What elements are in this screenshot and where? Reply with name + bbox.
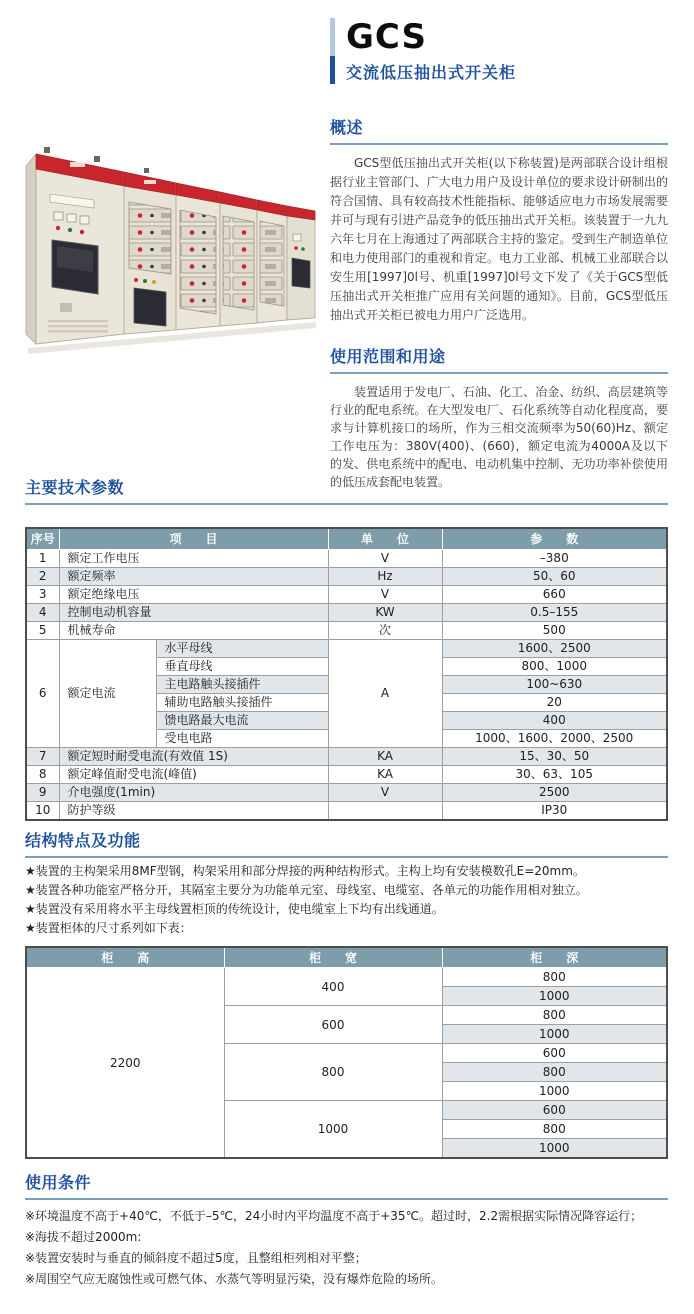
cell-item: 额定电流 (59, 639, 156, 747)
table-row (26, 585, 667, 603)
cell-no: 8 (26, 765, 59, 783)
drawer-modules (223, 216, 254, 310)
cell-depth: 1000 (442, 987, 667, 1006)
cell-unit: Hz (328, 567, 442, 585)
table-row (26, 549, 667, 567)
breaker-panel (134, 288, 166, 326)
cell-value: 1000、1600、2000、2500 (442, 729, 667, 747)
cell-value: 1600、2500 (442, 639, 667, 657)
col-header-item: 项 目 (59, 528, 328, 549)
cell-value: 800、1000 (442, 657, 667, 675)
cabinet-side-panel (26, 154, 36, 344)
table-row (26, 968, 667, 987)
cell-no: 5 (26, 621, 59, 639)
product-code: GCS (346, 17, 427, 57)
cell-item: 控制电动机容量 (59, 603, 328, 621)
handle (60, 303, 72, 312)
cell-subitem: 辅助电路触头接插件 (156, 693, 328, 711)
table-row (26, 567, 667, 585)
lifting-lug (144, 168, 149, 173)
switchgear-illustration (24, 122, 320, 354)
cell-unit: V (328, 783, 442, 801)
cell-no: 3 (26, 585, 59, 603)
tech-params-table (25, 527, 668, 821)
table-header-row (26, 528, 667, 549)
cell-value: 100~630 (442, 675, 667, 693)
overview-paragraph: GCS型低压抽出式开关柜(以下称装置)是两部联合设计组根据行业主管部门、广大电力用户及设计单位的要求设计研制出的符合国情、具有较高技术性能指标、能够适应电力市场发展需要并可与现有引进产品竞争的低压抽出式开关柜。该装置于一九九六年七月在上海通过了两部联合主持的鉴定。受到生产制造单位和电力使用部门的重视和肯定。电力工业部、机械工业部联合以安生用[1997]0l号、机重[1997]0l号文下发了《关于GCS型低压抽出式开关柜推广应用有关问题的通知》。目前，GCS型低压抽出式开关柜已被电力用户广泛选用。 (330, 156, 668, 322)
cabinet-section-1 (36, 154, 124, 344)
cell-depth: 1000 (442, 1082, 667, 1101)
table-row (26, 783, 667, 801)
cell-item: 额定短时耐受电流(有效值 1S) (59, 747, 328, 765)
condition-bullet: ※装置安装时与垂直的倾斜度不超过5度，且整组柜列相对平整； (25, 1251, 367, 1265)
brand-accent-bar-light (330, 18, 335, 56)
cell-value: 400 (442, 711, 667, 729)
meter-panel (292, 258, 310, 288)
cabinet-section-2 (124, 172, 176, 334)
drawer-modules (260, 221, 284, 306)
cell-value: 0.5–155 (442, 603, 667, 621)
col-header-height: 柜 高 (26, 947, 224, 968)
cabinet-section-5 (257, 200, 287, 323)
cell-width: 400 (224, 968, 442, 1006)
cell-no: 4 (26, 603, 59, 621)
table-header-row (26, 947, 667, 968)
cabinet-section-6 (287, 206, 315, 320)
cell-depth: 800 (442, 1006, 667, 1025)
cell-height: 2200 (26, 968, 224, 1159)
cell-item: 防护等级 (59, 801, 328, 820)
cell-value: 2500 (442, 783, 667, 801)
product-photo (24, 122, 320, 354)
conditions-list (25, 1206, 668, 1290)
cell-item: 机械寿命 (59, 621, 328, 639)
col-header-width: 柜 宽 (224, 947, 442, 968)
cell-item: 额定工作电压 (59, 549, 328, 567)
cell-subitem: 垂直母线 (156, 657, 328, 675)
table-row (26, 603, 667, 621)
table-row (26, 639, 667, 657)
cell-unit: 次 (328, 621, 442, 639)
feature-bullet: ★装置没有采用将水平主母线置柜顶的传统设计，使电缆室上下均有出线通道。 (25, 901, 444, 916)
cell-unit: KA (328, 765, 442, 783)
col-header-value: 参 数 (442, 528, 667, 549)
cell-value: 500 (442, 621, 667, 639)
cell-width: 600 (224, 1006, 442, 1044)
cell-depth: 800 (442, 1120, 667, 1139)
feature-bullet: ★装置柜体的尺寸系列如下表： (25, 920, 192, 935)
cell-depth: 800 (442, 968, 667, 987)
cell-depth: 1000 (442, 1025, 667, 1044)
cell-value: 15、30、50 (442, 747, 667, 765)
nameplate (70, 162, 85, 167)
feature-bullet: ★装置各种功能室严格分开，其隔室主要分为功能单元室、母线室、电缆室、各单元的功能作用相对独立。 (25, 882, 588, 897)
overview-heading: 概述 (330, 118, 668, 145)
lifting-lug (94, 156, 100, 162)
condition-bullet: ※环境温度不高于+40℃，不低于–5℃，24小时内平均温度不高于+35℃。超过时，2.2需根据实际情况降容运行； (25, 1209, 643, 1223)
cell-item: 额定绝缘电压 (59, 585, 328, 603)
product-name: 交流低压抽出式开关柜 (346, 63, 517, 82)
dimensions-table (25, 946, 668, 1160)
cell-width: 800 (224, 1044, 442, 1101)
drawer-modules (180, 210, 216, 314)
cell-depth: 600 (442, 1101, 667, 1120)
cell-value: 50、60 (442, 567, 667, 585)
brand-accent-bar-dark (330, 56, 335, 84)
condition-bullet: ※海拔不超过2000m: (25, 1230, 142, 1244)
cell-no: 2 (26, 567, 59, 585)
cell-unit: V (328, 585, 442, 603)
col-header-unit: 单 位 (328, 528, 442, 549)
table-row (26, 621, 667, 639)
cell-item: 额定频率 (59, 567, 328, 585)
cell-no: 9 (26, 783, 59, 801)
table-row (26, 801, 667, 820)
tech-params-heading: 主要技术参数 (25, 478, 668, 505)
scope-heading: 使用范围和用途 (330, 347, 668, 374)
cell-subitem: 受电电路 (156, 729, 328, 747)
feature-bullet: ★装置的主构架采用8MF型钢，构架采用和部分焊接的两种结构形式。主构上均有安装模数孔E=20mm。 (25, 863, 585, 878)
cell-unit: KA (328, 747, 442, 765)
cell-value: 660 (442, 585, 667, 603)
cabinet-section-3 (176, 183, 220, 330)
cell-item: 介电强度(1min) (59, 783, 328, 801)
right-text-column (330, 118, 668, 491)
cell-width: 1000 (224, 1101, 442, 1159)
cell-no: 7 (26, 747, 59, 765)
cell-subitem: 水平母线 (156, 639, 328, 657)
scope-paragraph: 装置适用于发电厂、石油、化工、冶金、纺织、高层建筑等行业的配电系统。在大型发电厂、石化系统等自动化程度高，要求与计算机接口的场所，作为三相交流频率为50(60)Hz、额定工作电压为：380V(400)、(660)，额定电流为4000A及以下的发、供电系统中的配电、电动机集中控制、无功功率补偿使用的低压成套配电装置。 (330, 385, 668, 489)
drawer-modules (129, 202, 171, 274)
cell-depth: 1000 (442, 1139, 667, 1159)
cell-subitem: 主电路触头接插件 (156, 675, 328, 693)
cell-depth: 600 (442, 1044, 667, 1063)
cell-item: 额定峰值耐受电流(峰值) (59, 765, 328, 783)
col-header-depth: 柜 深 (442, 947, 667, 968)
features-list (25, 862, 668, 938)
cell-unit (328, 801, 442, 820)
cell-value: 30、63、105 (442, 765, 667, 783)
table-row (26, 765, 667, 783)
cell-no: 1 (26, 549, 59, 567)
col-header-no: 序号 (26, 528, 59, 549)
cell-no: 6 (26, 639, 59, 747)
brand-header (330, 18, 516, 84)
brand-text (346, 18, 516, 84)
cabinet-section-4 (220, 192, 257, 326)
table-row (26, 747, 667, 765)
cell-depth: 800 (442, 1063, 667, 1082)
cell-value: –380 (442, 549, 667, 567)
cell-unit: KW (328, 603, 442, 621)
brand-accent-bar (330, 18, 335, 84)
condition-bullet: ※周围空气应无腐蚀性或可燃气体、水蒸气等明显污染，没有爆炸危险的场所。 (25, 1272, 444, 1286)
cell-unit: A (328, 639, 442, 747)
cell-unit: V (328, 549, 442, 567)
cell-subitem: 馈电路最大电流 (156, 711, 328, 729)
cell-value: 20 (442, 693, 667, 711)
cell-no: 10 (26, 801, 59, 820)
lifting-lug (44, 147, 50, 153)
conditions-heading: 使用条件 (25, 1173, 668, 1200)
main-column (25, 478, 668, 1290)
features-heading: 结构特点及功能 (25, 831, 668, 858)
cell-value: IP30 (442, 801, 667, 820)
